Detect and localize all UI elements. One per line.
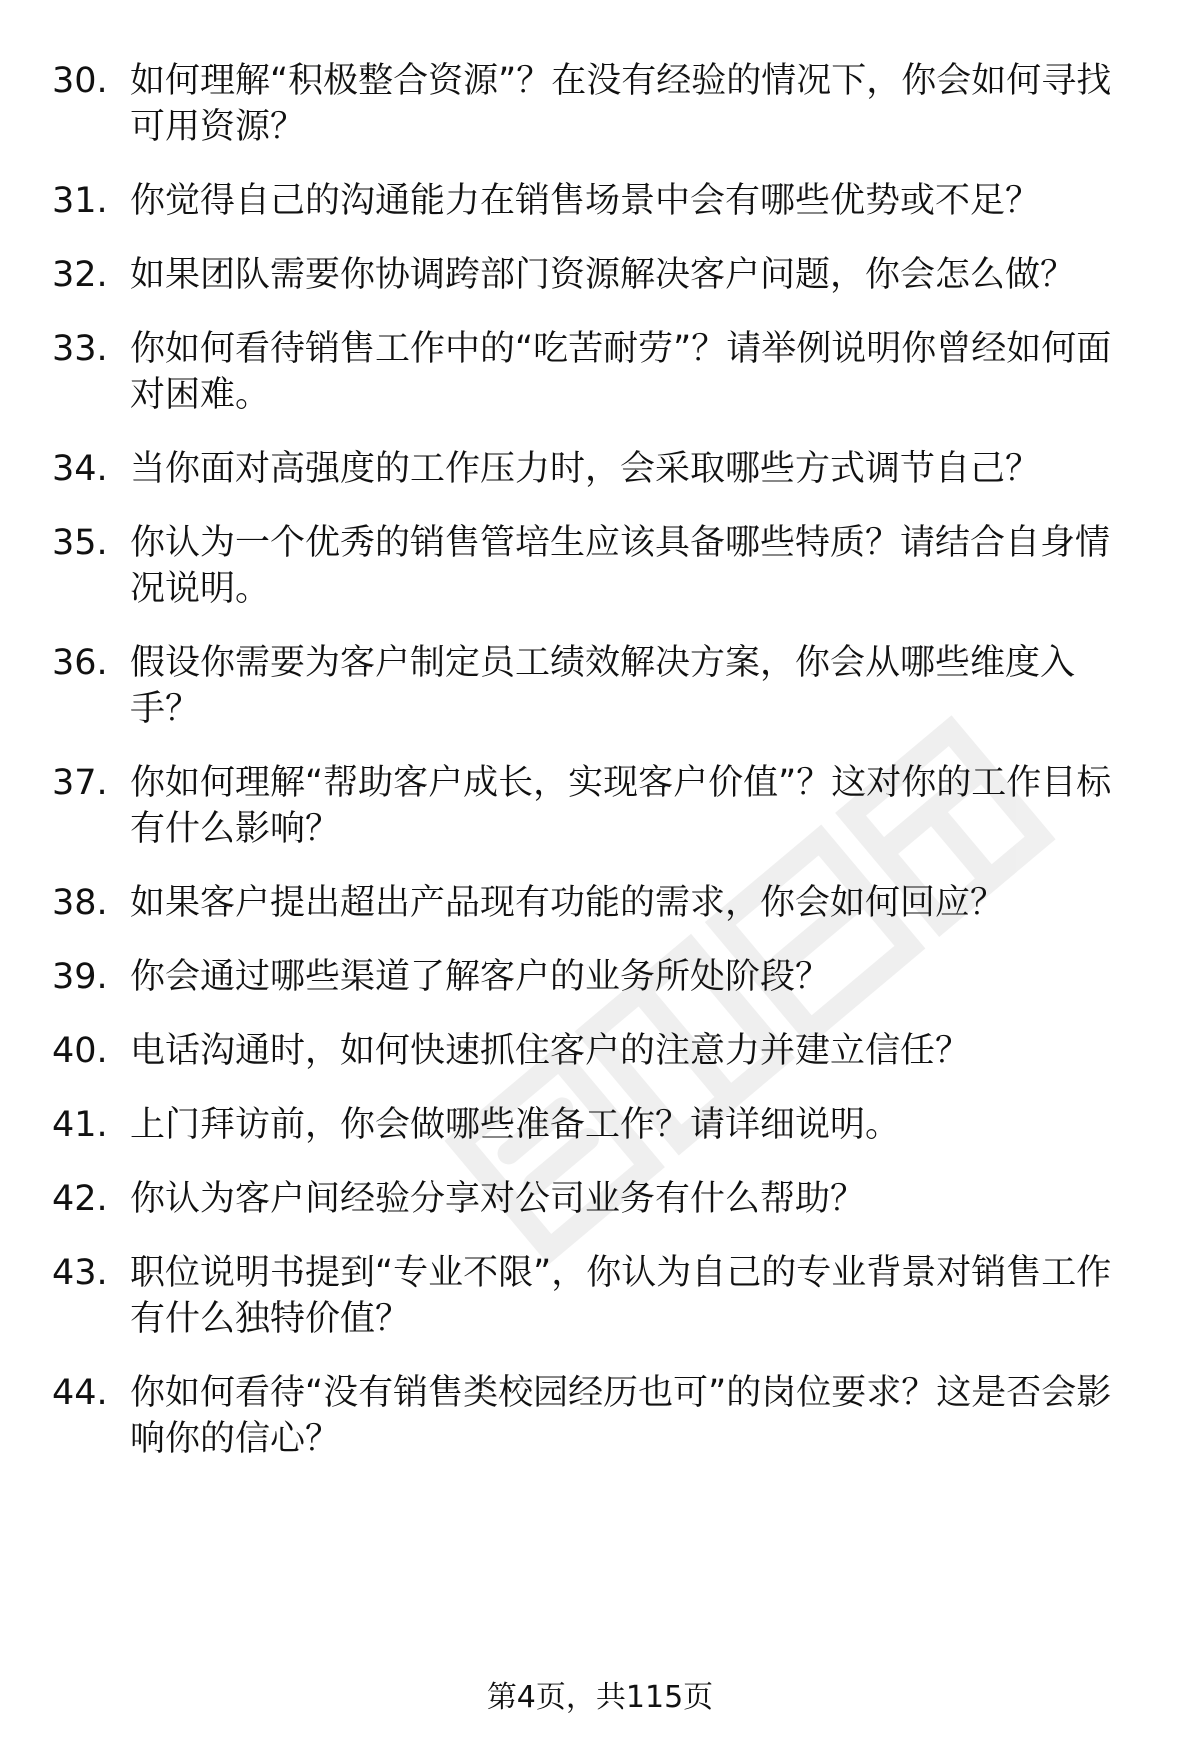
question-number: 31.: [52, 181, 108, 221]
page-footer: 第4页，共115页: [486, 1680, 714, 1715]
question-text: 如果客户提出超出产品现有功能的需求，你会如何回应？: [130, 883, 1006, 923]
question-text: 如何理解“积极整合资源”？在没有经验的情况下，你会如何寻找可用资源？: [130, 61, 1112, 147]
question-number: 41.: [52, 1105, 108, 1145]
question-text: 上门拜访前，你会做哪些准备工作？请详细说明。: [130, 1105, 901, 1145]
question-text: 职位说明书提到“专业不限”，你认为自己的专业背景对销售工作有什么独特价值？: [130, 1253, 1112, 1339]
question-item: [52, 880, 1142, 926]
question-number: 30.: [52, 61, 108, 101]
question-number: 38.: [52, 883, 108, 923]
question-item: [52, 178, 1142, 224]
question-item: [52, 326, 1142, 418]
question-item: [52, 1370, 1142, 1462]
question-number: 33.: [52, 329, 108, 369]
question-item: [52, 1028, 1142, 1074]
question-text: 你会通过哪些渠道了解客户的业务所处阶段？: [130, 957, 831, 997]
question-number: 40.: [52, 1031, 108, 1071]
question-text: 你如何看待销售工作中的“吃苦耐劳”？请举例说明你曾经如何面对困难。: [130, 329, 1112, 415]
question-number: 36.: [52, 643, 108, 683]
question-number: 43.: [52, 1253, 108, 1293]
question-text: 你觉得自己的沟通能力在销售场景中会有哪些优势或不足？: [130, 181, 1041, 221]
question-text: 你如何看待“没有销售类校园经历也可”的岗位要求？这是否会影响你的信心？: [130, 1373, 1112, 1459]
question-number: 35.: [52, 523, 108, 563]
question-number: 34.: [52, 449, 108, 489]
question-item: [52, 446, 1142, 492]
question-item: [52, 252, 1142, 298]
question-number: 32.: [52, 255, 108, 295]
question-number: 42.: [52, 1179, 108, 1219]
question-item: [52, 58, 1142, 150]
question-item: [52, 520, 1142, 612]
question-item: [52, 1250, 1142, 1342]
question-text: 你如何理解“帮助客户成长，实现客户价值”？这对你的工作目标有什么影响？: [130, 763, 1112, 849]
question-item: [52, 760, 1142, 852]
question-list: [52, 58, 1142, 1462]
question-number: 39.: [52, 957, 108, 997]
question-item: [52, 1176, 1142, 1222]
question-item: [52, 954, 1142, 1000]
question-text: 你认为客户间经验分享对公司业务有什么帮助？: [130, 1179, 866, 1219]
question-text: 当你面对高强度的工作压力时，会采取哪些方式调节自己？: [130, 449, 1041, 489]
question-text: 电话沟通时，如何快速抓住客户的注意力并建立信任？: [130, 1031, 971, 1071]
question-text: 假设你需要为客户制定员工绩效解决方案，你会从哪些维度入手？: [130, 643, 1076, 729]
question-item: [52, 640, 1142, 732]
question-number: 37.: [52, 763, 108, 803]
question-number: 44.: [52, 1373, 108, 1413]
question-text: 如果团队需要你协调跨部门资源解决客户问题，你会怎么做？: [130, 255, 1076, 295]
question-text: 你认为一个优秀的销售管培生应该具备哪些特质？请结合自身情况说明。: [130, 523, 1111, 609]
question-item: [52, 1102, 1142, 1148]
